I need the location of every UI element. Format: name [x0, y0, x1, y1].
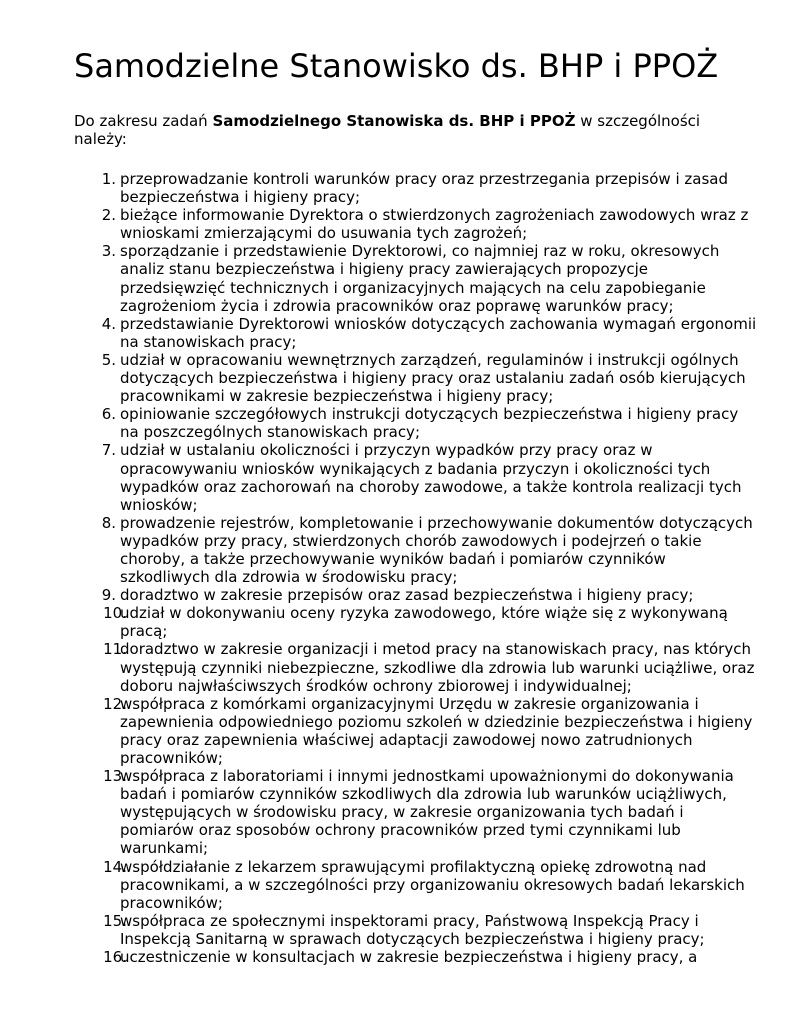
list-item [74, 405, 757, 441]
list-item-number: 1. [101, 170, 116, 188]
intro-text-bold: Samodzielnego Stanowiska ds. BHP i PPOŻ [212, 112, 576, 130]
list-item [74, 695, 757, 767]
list-item-text: współpraca ze społecznymi inspektorami pracy, Państwową Inspekcją Pracy i Inspekcją Sanitarną w sprawach dotyczących bezpieczeństwa i higieny pracy; [120, 911, 705, 948]
list-item-text: udział w dokonywaniu oceny ryzyka zawodowego, które wiąże się z wykonywaną pracą; [120, 604, 728, 641]
list-item [74, 170, 757, 206]
list-item-number: 9. [101, 586, 116, 605]
list-item-number: 2. [101, 206, 116, 225]
list-item [74, 315, 757, 351]
list-item-text: współpraca z laboratoriami i innymi jednostkami upoważnionymi do dokonywania badań i pomiarów czynników szkodliwych dla zdrowia lub warunków uciążliwych, występujących w środowisku pracy, w zakresie organizowania tych badań i pomiarów oraz sposobów ochrony pracowników przed tymi czynnikami lub warunkami; [120, 767, 734, 858]
list-item [74, 351, 757, 405]
list-item [74, 858, 757, 912]
list-item-number: 4. [101, 314, 116, 333]
list-item-text: doradztwo w zakresie przepisów oraz zasad bezpieczeństwa i higieny pracy; [120, 586, 694, 605]
list-item-number: 15. [103, 911, 127, 930]
list-item-number: 13. [103, 767, 127, 786]
list-item [74, 514, 757, 586]
list-item-text: opiniowanie szczegółowych instrukcji dotyczących bezpieczeństwa i higieny pracy na poszczególnych stanowiskach pracy; [120, 405, 739, 442]
list-item [74, 640, 757, 694]
list-item-text: przeprowadzanie kontroli warunków pracy oraz przestrzegania przepisów i zasad bezpieczeństwa i higieny pracy; [120, 170, 728, 207]
list-item-text: współdziałanie z lekarzem sprawującymi profilaktyczną opiekę zdrowotną nad pracownikami, a w szczególności przy organizowaniu okresowych badań lekarskich pracowników; [120, 857, 745, 912]
list-item [74, 767, 757, 857]
list-item-number: 10. [103, 604, 127, 623]
list-item [74, 441, 757, 513]
intro-text-before: Do zakresu zadań [74, 112, 213, 130]
list-item-text: prowadzenie rejestrów, kompletowanie i przechowywanie dokumentów dotyczących wypadków przy pracy, stwierdzonych chorób zawodowych i podejrzeń o takie choroby, a także przechowywanie wyników badań i pomiarów czynników szkodliwych dla zdrowia w środowisku pracy; [120, 513, 753, 587]
list-item-number: 11. [103, 640, 127, 659]
list-item-text: przedstawianie Dyrektorowi wniosków dotyczących zachowania wymagań ergonomii na stanowiskach pracy; [120, 314, 757, 351]
list-item [74, 206, 757, 242]
list-item-text: udział w ustalaniu okoliczności i przyczyn wypadków przy pracy oraz w opracowywaniu wniosków wynikających z badania przyczyn i okoliczności tych wypadków oraz zachorowań na choroby zawodowe, a także kontrola realizacji tych wniosków; [120, 441, 742, 514]
list-item-number: 8. [101, 513, 116, 532]
list-item-number: 5. [101, 350, 116, 369]
list-item-text: sporządzanie i przedstawienie Dyrektorowi, co najmniej raz w roku, okresowych analiz stanu bezpieczeństwa i higieny pracy zawierających propozycje przedsięwzięć technicznych i organizacyjnych mających na celu zapobieganie zagrożeniom życia i zdrowia pracowników oraz poprawę warunków pracy; [120, 242, 720, 315]
task-list [74, 170, 757, 966]
list-item-text: bieżące informowanie Dyrektora o stwierdzonych zagrożeniach zawodowych wraz z wnioskami zmierzającymi do usuwania tych zagrożeń; [120, 206, 749, 243]
list-item-text: współpraca z komórkami organizacyjnymi Urzędu w zakresie organizowania i zapewnienia odpowiedniego poziomu szkoleń w dziedzinie bezpieczeństwa i higieny pracy oraz zapewnienia właściwej adaptacji zawodowej nowo zatrudnionych pracowników; [120, 694, 753, 767]
list-item [74, 912, 757, 948]
intro-paragraph [74, 112, 757, 148]
list-item-number: 3. [101, 242, 116, 261]
list-item-number: 7. [101, 441, 116, 460]
list-item-number: 16. [103, 948, 127, 967]
list-item [74, 586, 757, 604]
list-item-text: uczestniczenie w konsultacjach w zakresie bezpieczeństwa i higieny pracy, a [120, 948, 698, 967]
list-item-text: doradztwo w zakresie organizacji i metod pracy na stanowiskach pracy, nas których występują czynniki niebezpieczne, szkodliwe dla zdrowia lub warunki uciążliwe, oraz doboru najwłaściwszych środków ochrony zbiorowej i indywidualnej; [120, 640, 755, 695]
list-item-text: udział w opracowaniu wewnętrznych zarządzeń, regulaminów i instrukcji ogólnych dotyczących bezpieczeństwa i higieny pracy oraz ustalaniu zadań osób kierujących pracownikami w zakresie bezpieczeństwa i higieny pracy; [120, 350, 746, 406]
page-title: Samodzielne Stanowisko ds. BHP i PPOŻ [74, 47, 719, 85]
list-item-number: 6. [101, 405, 116, 424]
list-item [74, 604, 757, 640]
list-item [74, 242, 757, 314]
list-item-number: 12. [103, 694, 127, 713]
intro-text-after: w szczególności należy: [74, 112, 701, 148]
list-item-number: 14. [103, 857, 127, 876]
list-item [74, 948, 757, 966]
